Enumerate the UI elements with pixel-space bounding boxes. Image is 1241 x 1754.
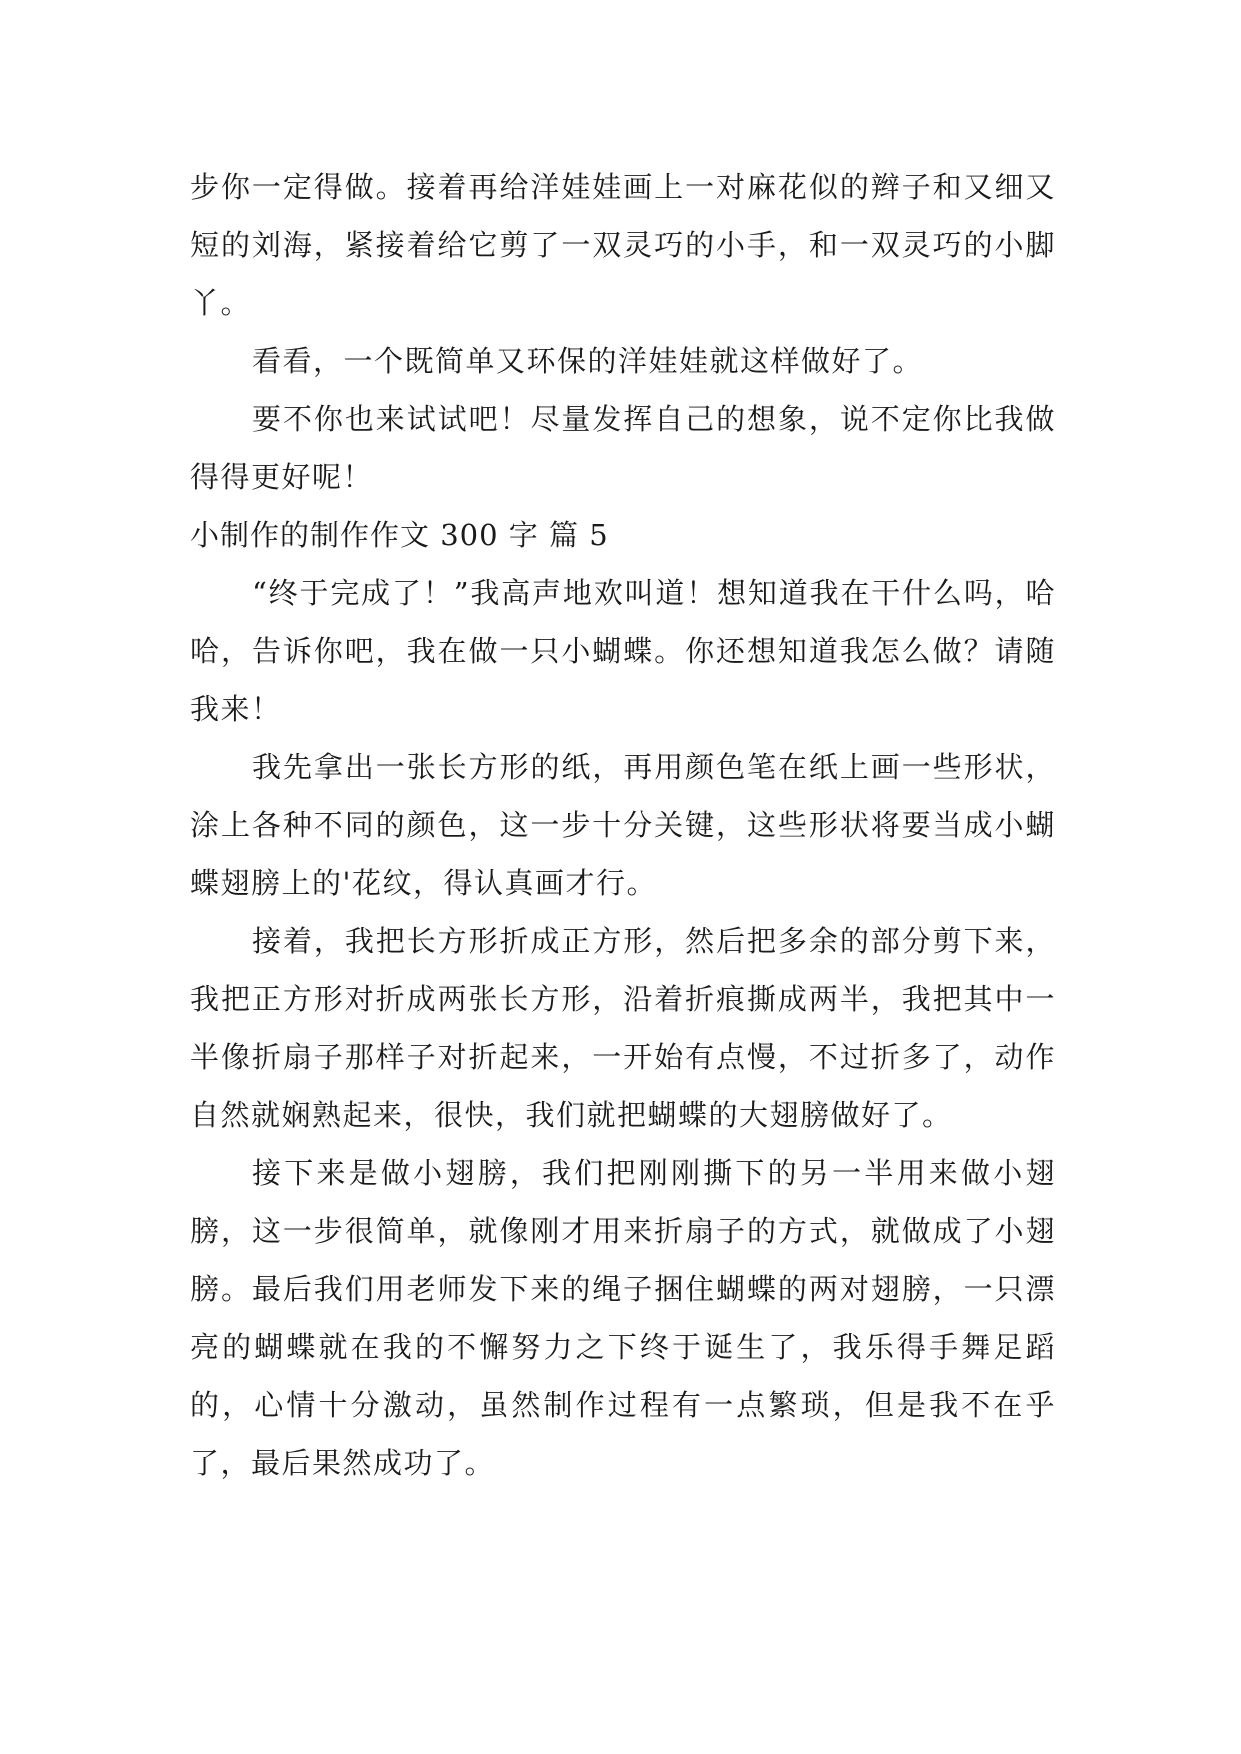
paragraph-try-it: 要不你也来试试吧！尽量发挥自己的想象，说不定你比我做得得更好呢！: [190, 402, 1056, 494]
section-heading: 小制作的制作作文 300 字 篇 5: [190, 518, 609, 552]
paragraph-step-small-wings: 接下来是做小翅膀，我们把刚刚撕下的另一半用来做小翅膀，这一步很简单，就像刚才用来折扇子的方式，就做成了小翅膀。最后我们用老师发下来的绳子捆住蝴蝶的两对翅膀，一只漂亮的蝴蝶就在我的不懈努力之下终于诞生了，我乐得手舞足蹈的，心情十分激动，虽然制作过程有一点繁琐，但是我不在乎了，最后果然成功了。: [190, 1156, 1056, 1480]
paragraph-step-draw: 我先拿出一张长方形的纸，再用颜色笔在纸上画一些形状，涂上各种不同的颜色，这一步十分关键，这些形状将要当成小蝴蝶翅膀上的'花纹，得认真画才行。: [190, 750, 1056, 900]
paragraph-step-fold: 接着，我把长方形折成正方形，然后把多余的部分剪下来，我把正方形对折成两张长方形，沿着折痕撕成两半，我把其中一半像折扇子那样子对折起来，一开始有点慢，不过折多了，动作自然就娴熟起来，很快，我们就把蝴蝶的大翅膀做好了。: [190, 924, 1056, 1132]
document-body: [190, 158, 1056, 1492]
paragraph-done: 看看，一个既简单又环保的洋娃娃就这样做好了。: [252, 344, 924, 378]
paragraph-intro: “终于完成了！”我高声地欢叫道！想知道我在干什么吗，哈哈，告诉你吧，我在做一只小蝴蝶。你还想知道我怎么做？请随我来！: [190, 576, 1056, 726]
paragraph-continued: 步你一定得做。接着再给洋娃娃画上一对麻花似的辫子和又细又短的刘海，紧接着给它剪了一双灵巧的小手，和一双灵巧的小脚丫。: [190, 170, 1056, 320]
